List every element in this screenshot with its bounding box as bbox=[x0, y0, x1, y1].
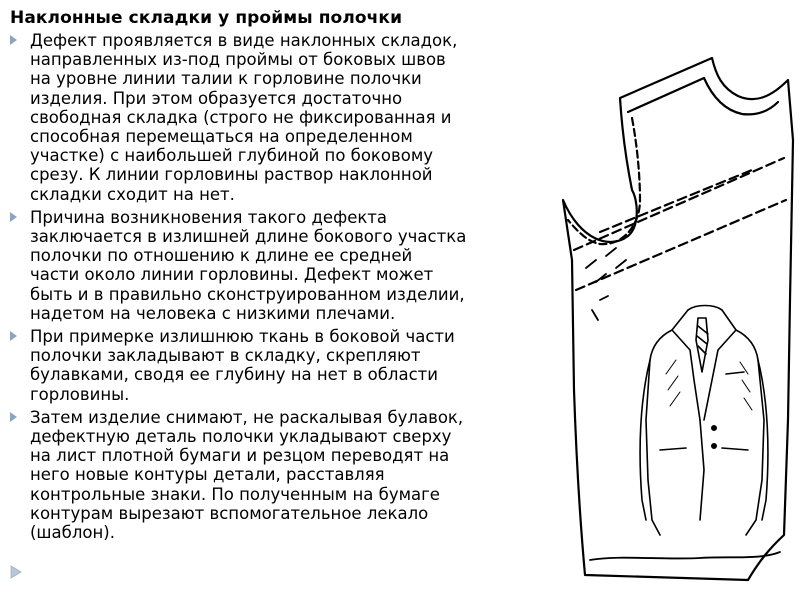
hem-curve bbox=[590, 552, 780, 560]
bullet-triangle-icon bbox=[10, 212, 17, 222]
bullet-item bbox=[8, 208, 568, 323]
nav-arrow-icon[interactable] bbox=[10, 565, 22, 579]
bullet-text: Причина возникновения такого дефекта заключается в излишней длине бокового участка полочки по отношению к длине ее средней части около линии горловины. Дефект может быть и в правильно сконструированном изделии, надетом на человека с низкими плечами. bbox=[30, 207, 467, 323]
pattern-figure bbox=[548, 0, 800, 600]
bullet-list bbox=[8, 31, 568, 546]
bullet-triangle-icon bbox=[10, 35, 17, 45]
bullet-item bbox=[8, 327, 568, 404]
fold-line bbox=[574, 158, 784, 250]
bullet-triangle-icon bbox=[10, 412, 17, 422]
bullet-text: При примерке излишнюю ткань в боковой части полочки закладывают в складку, скрепляют булавками, сводя ее глубину на нет в области горловины. bbox=[30, 327, 455, 404]
bullet-item bbox=[8, 408, 568, 542]
bullet-text: Дефект проявляется в виде наклонных складок, направленных из-под проймы от боковых швов на уровне линии талии к горловине полочки изделия. При этом образуется достаточно свободная складка (строго не фиксированная и способная перемещаться на определенном участке) с наибольшей глубиной по боковому срезу. К линии горловины раствор наклонной складки сходит на нет. bbox=[30, 31, 458, 204]
fold-line bbox=[576, 200, 786, 290]
fold-line bbox=[600, 170, 752, 232]
bullet-text: Затем изделие снимают, не раскалывая булавок, дефектную деталь полочки укладывают сверху на лист плотной бумаги и резцом переводят на него новые контуры детали, расставляя контрольные знаки. По полученным на бумаге контурам вырезают вспомогательное лекало (шаблон). bbox=[30, 407, 464, 543]
bullet-triangle-icon bbox=[10, 331, 17, 341]
jacket-illustration bbox=[640, 306, 768, 536]
bullet-item bbox=[8, 31, 568, 204]
neckline-contour bbox=[628, 78, 778, 114]
slide-title: Наклонные складки у проймы полочки bbox=[10, 8, 403, 28]
